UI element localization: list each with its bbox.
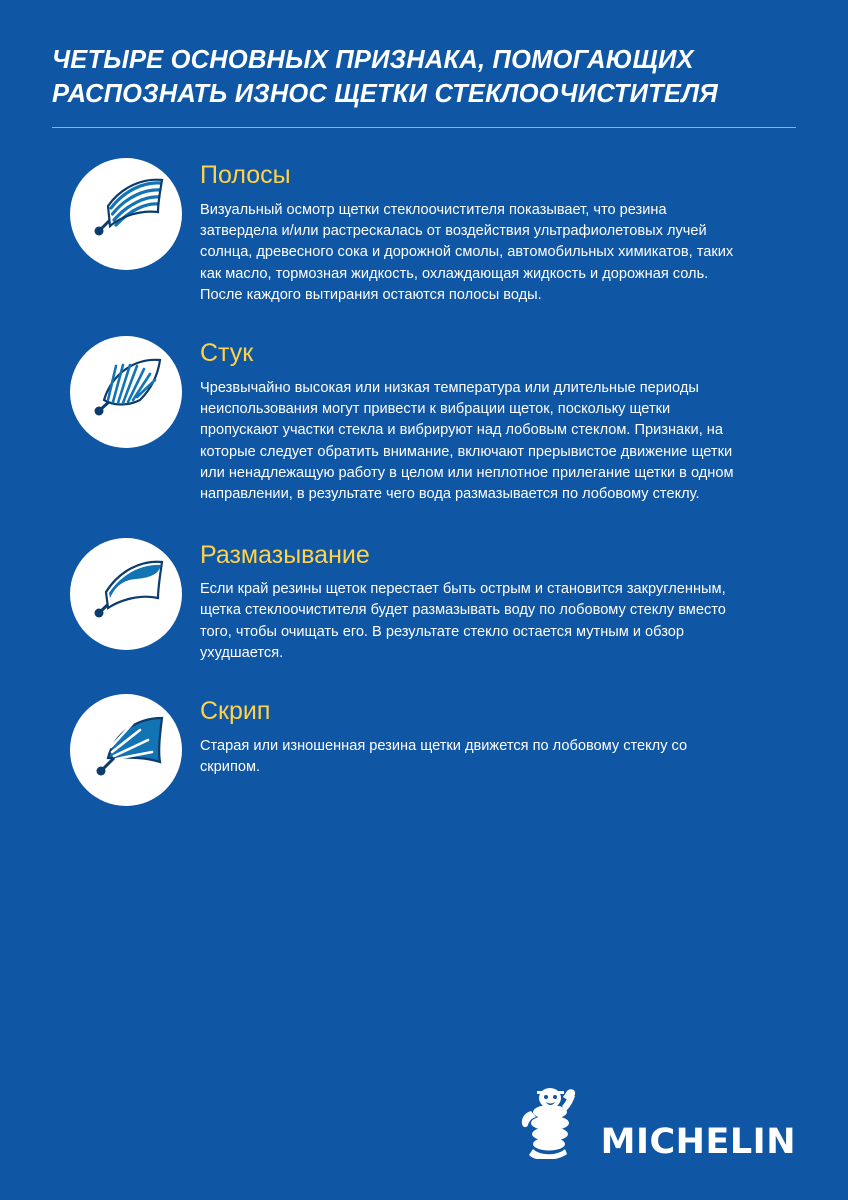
item-title: Стук: [200, 339, 254, 368]
list-item: [52, 690, 796, 806]
icon-container: [52, 154, 200, 270]
item-text: Если край резины щеток перестает быть острым и становится закругленным, щетка стеклоочистителя будет размазывать воду по лобовому стеклу вместо того, чтобы очищать его. В результате стекло остается мутным и обзор ухудшается.: [200, 581, 726, 661]
items-list: [0, 154, 848, 806]
wiper-streaks-icon: [70, 158, 182, 270]
item-title: Размазывание: [200, 540, 370, 569]
icon-container: [52, 332, 200, 448]
list-item: [52, 154, 796, 306]
wiper-squeak-icon: [70, 694, 182, 806]
icon-container: [52, 534, 200, 650]
item-body: [200, 332, 796, 505]
item-body: [200, 690, 796, 778]
item-text: Чрезвычайно высокая или низкая температура или длительные периоды неиспользования могут привести к вибрации щеток, поскольку щетки пропускают участки стекла и вибрируют над лобовым стеклом. Признаки, на которые следует обратить внимание, включают прерывистое движение щетки или ненадлежащую работу в целом или неплотное прилегание щетки в одном направлении, в результате чего вода размазывается по лобовому стеклу.: [200, 379, 734, 503]
michelin-man-icon: [517, 1081, 591, 1164]
wiper-chatter-icon: [70, 336, 182, 448]
icon-container: [52, 690, 200, 806]
item-text: Визуальный осмотр щетки стеклоочистителя показывает, что резина затвердела и/или растрескалась от воздействия ультрафиолетовых лучей солнца, древесного сока и дорожной смолы, автомобильных химикатов, таких как масло, тормозная жидкость, охлаждающая жидкость и дорожная соль. После каждого вытирания остаются полосы воды.: [200, 201, 734, 303]
item-text: Старая или изношенная резина щетки движется по лобовому стеклу со скрипом.: [200, 737, 688, 776]
header-divider: [52, 127, 796, 128]
list-item: [52, 332, 796, 505]
item-title: Скрип: [200, 697, 271, 726]
item-body: [200, 154, 796, 306]
list-item: [52, 534, 796, 665]
brand-logo: [517, 1081, 796, 1164]
page-title: ЧЕТЫРЕ ОСНОВНЫХ ПРИЗНАКА, ПОМОГАЮЩИХ РАСПОЗНАТЬ ИЗНОС ЩЕТКИ СТЕКЛООЧИСТИТЕЛЯ: [52, 46, 718, 108]
item-body: [200, 534, 796, 665]
item-title: Полосы: [200, 161, 291, 190]
header: [0, 0, 848, 128]
brand-wordmark: MICHELIN: [600, 1122, 796, 1162]
wiper-smearing-icon: [70, 538, 182, 650]
